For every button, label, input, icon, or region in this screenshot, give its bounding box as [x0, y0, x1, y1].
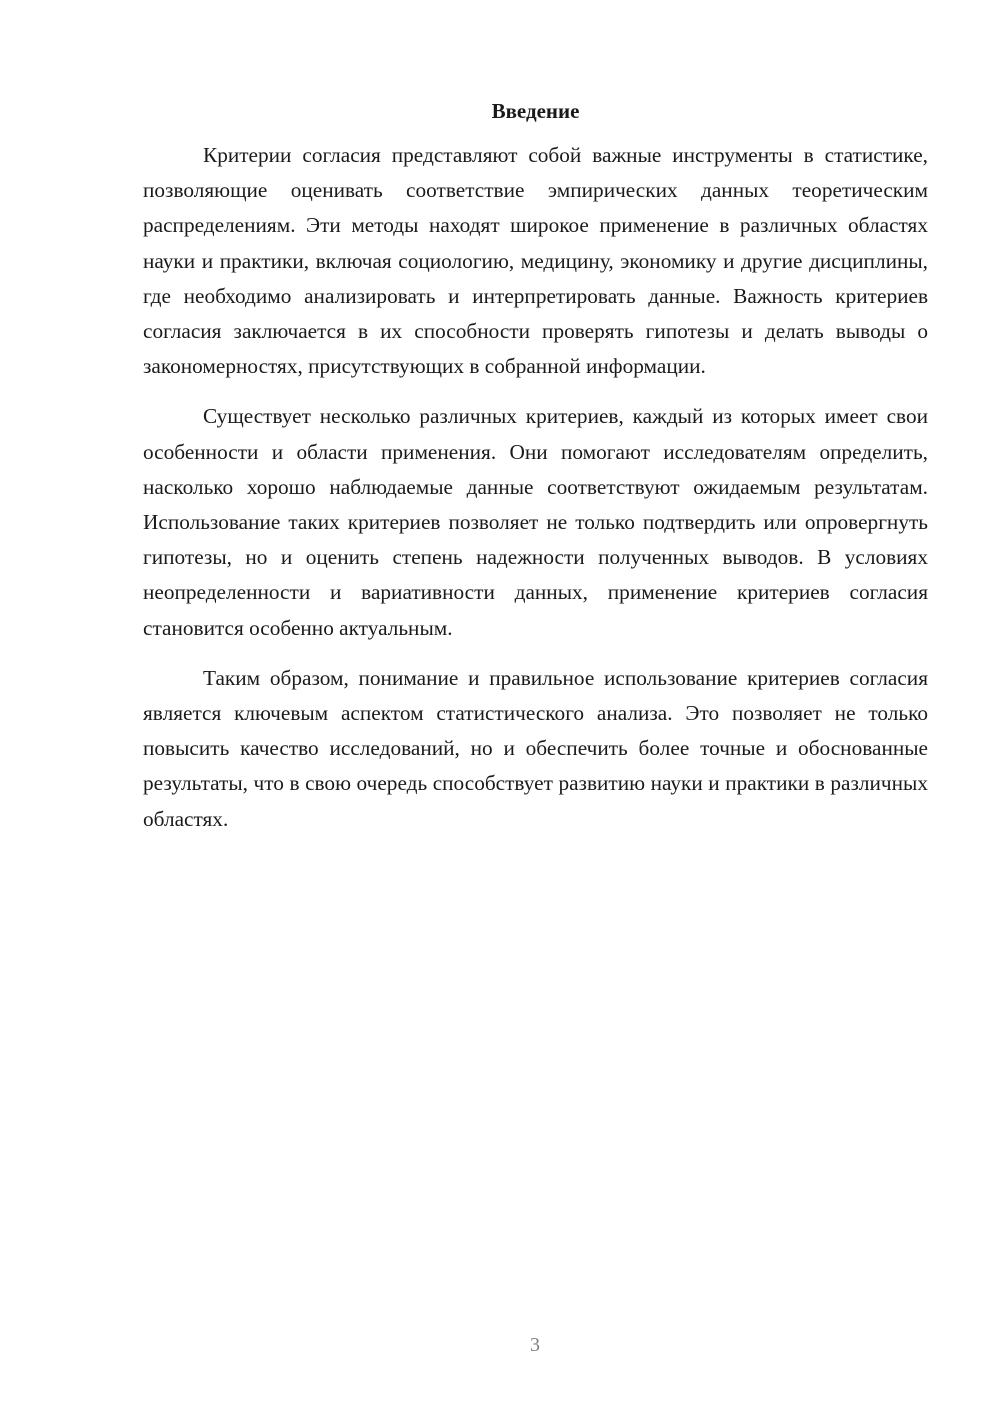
paragraph-1: Критерии согласия представляют собой важные инструменты в статистике, позволяющие оценивать соответствие эмпирических данных теоретическим распределениям. Эти методы находят широкое применение в различных областях науки и практики, включая социологию, медицину, экономику и другие дисциплины, где необходимо анализировать и интерпретировать данные. Важность критериев согласия заключается в их способности проверять гипотезы и делать выводы о закономерностях, присутствующих в собранной информации.	[143, 143, 928, 379]
page-content	[143, 96, 928, 852]
paragraph-2: Существует несколько различных критериев, каждый из которых имеет свои особенности и области применения. Они помогают исследователям определить, насколько хорошо наблюдаемые данные соответствуют ожидаемым результатам. Использование таких критериев позволяет не только подтвердить или опровергнуть гипотезы, но и оценить степень надежности полученных выводов. В условиях неопределенности и вариативности данных, применение критериев согласия становится особенно актуальным.	[143, 404, 928, 640]
section-title: Введение	[491, 99, 580, 123]
page-number: 3	[530, 1334, 540, 1356]
paragraph-3: Таким образом, понимание и правильное использование критериев согласия является ключевым аспектом статистического анализа. Это позволяет не только повысить качество исследований, но и обеспечить более точные и обоснованные результаты, что в свою очередь способствует развитию науки и практики в различных областях.	[143, 665, 928, 831]
